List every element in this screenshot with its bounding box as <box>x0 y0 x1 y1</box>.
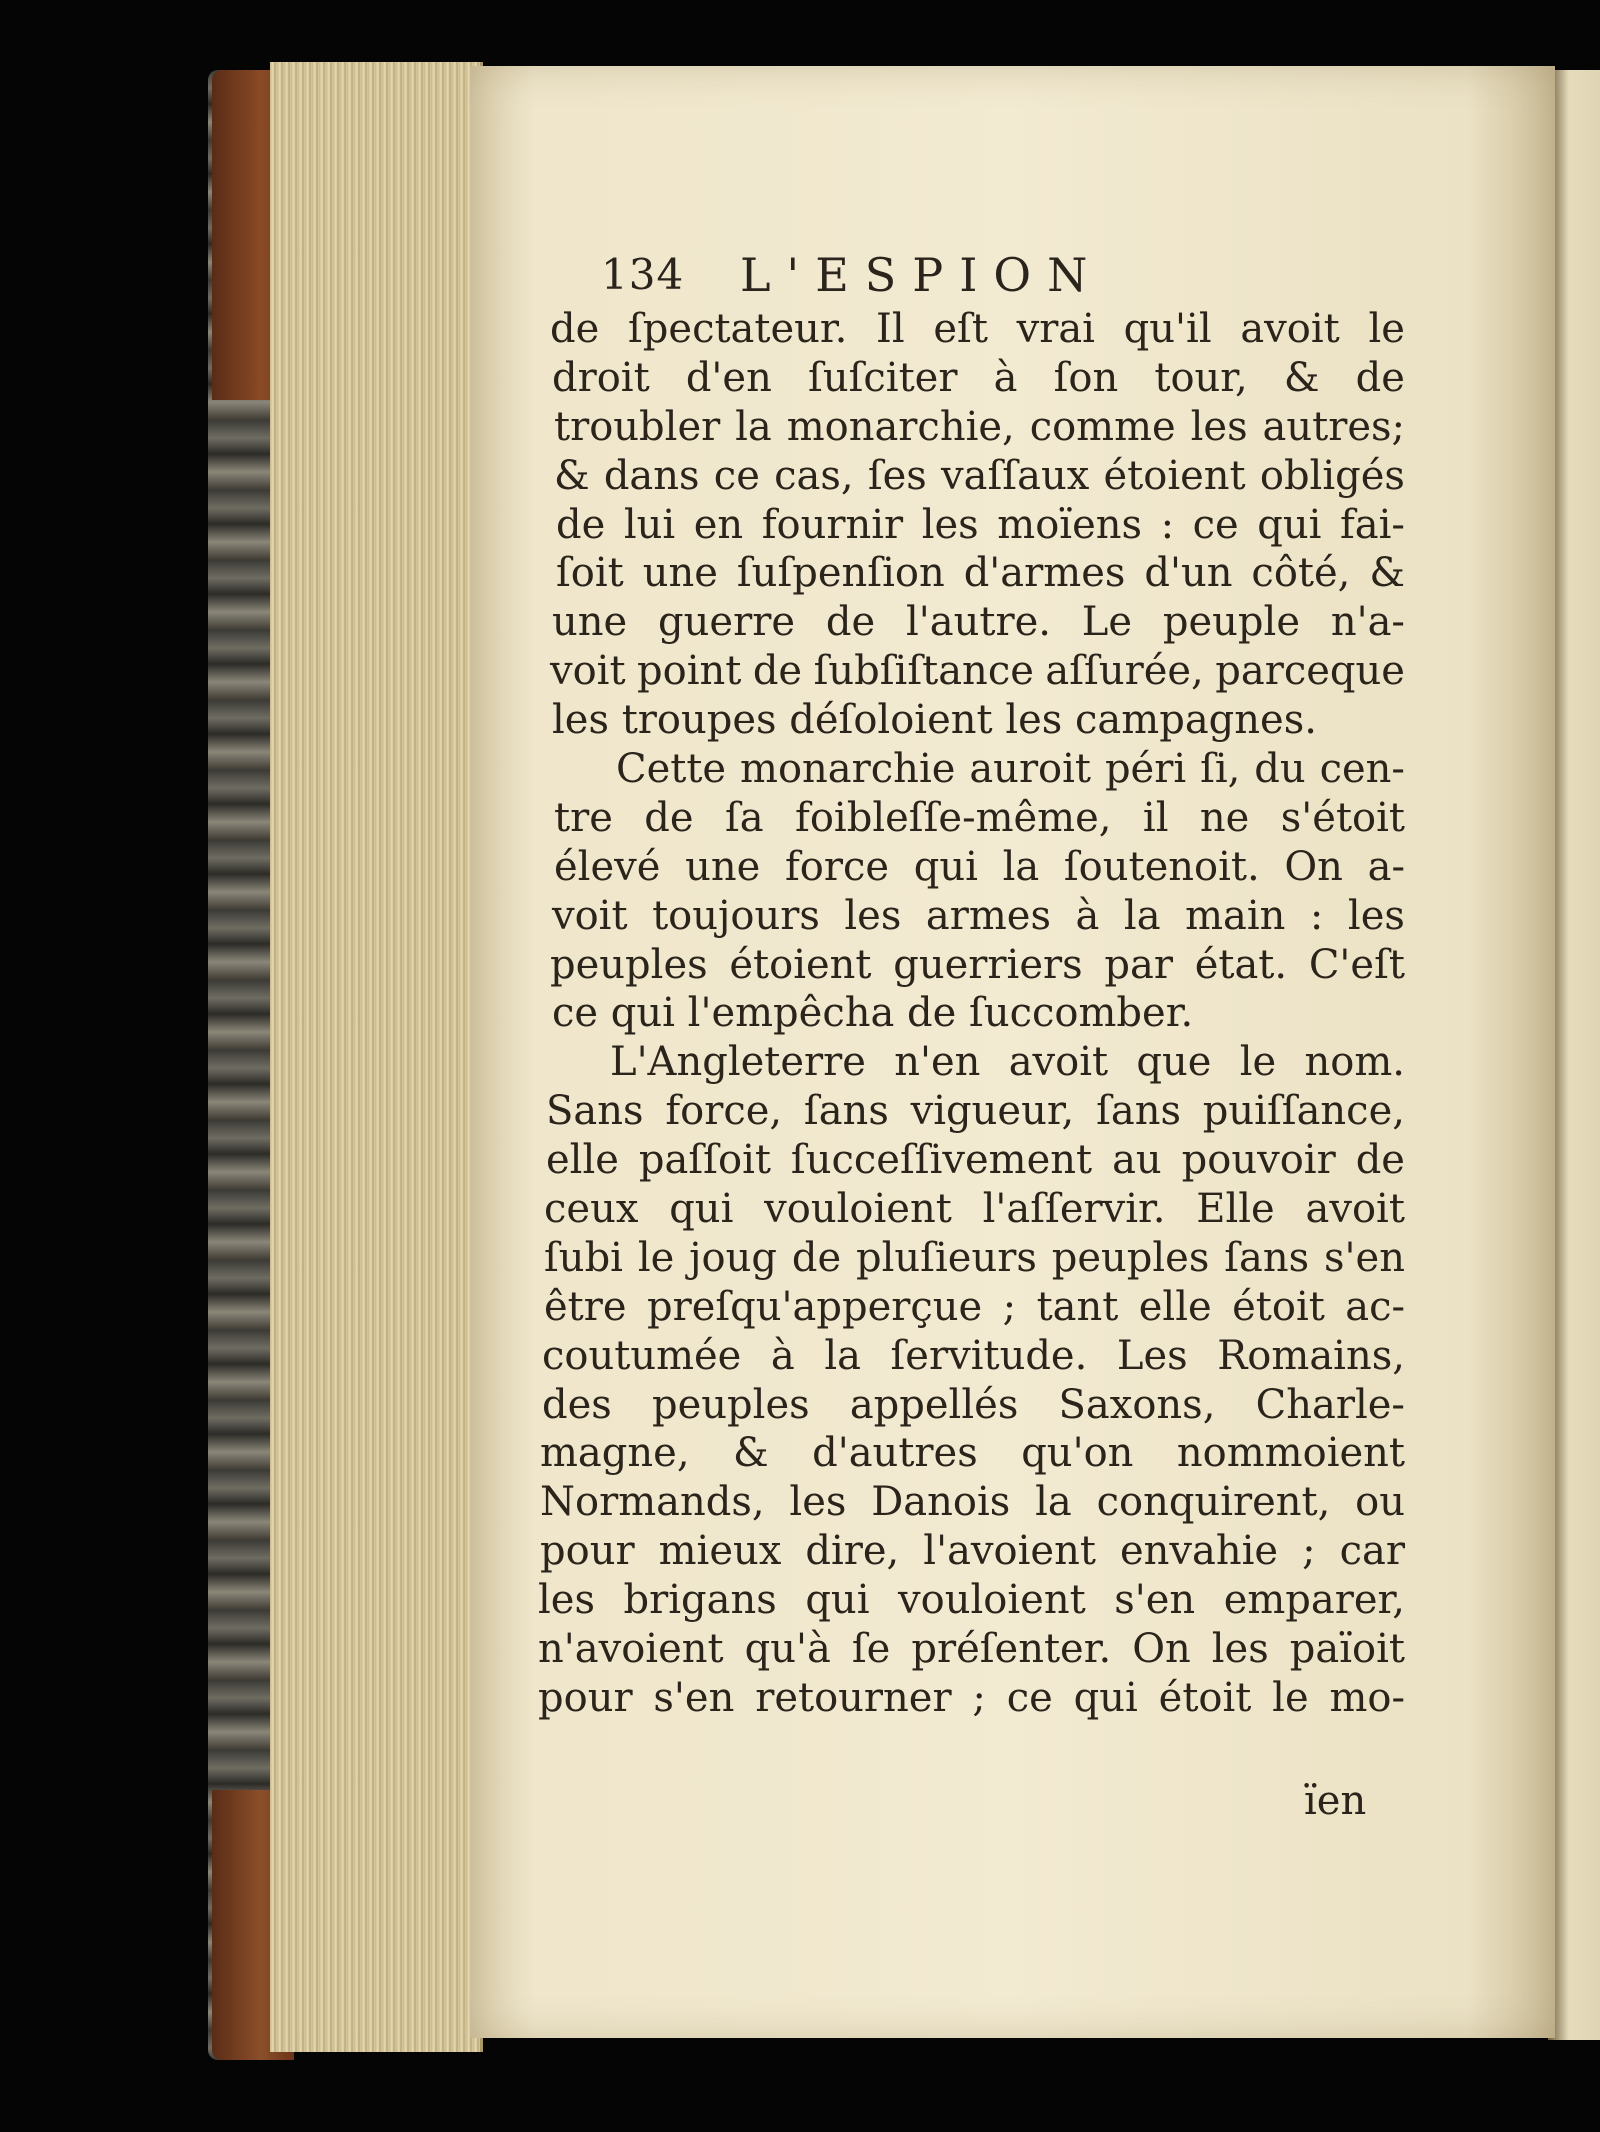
text-line: L'Angleterre n'en avoit que le nom. <box>610 1039 1405 1086</box>
text-line: Sans force, ſans vigueur, ſans puiſſance, <box>546 1088 1405 1135</box>
catchword: ïen <box>1304 1778 1367 1824</box>
text-line: & dans ce cas, ſes vaſſaux étoient obligés <box>554 452 1405 499</box>
text-line: les troupes déſoloient les campagnes. <box>552 697 1317 744</box>
text-line: les brigans qui vouloient s'en emparer, <box>538 1577 1405 1624</box>
running-title: L'ESPION <box>740 248 1104 302</box>
text-line: elle paſſoit ſucceſſivement au pouvoir de <box>546 1137 1405 1184</box>
page-number: 134 <box>601 250 685 299</box>
text-line: coutumée à la ſervitude. Les Romains, <box>542 1332 1405 1379</box>
text-line: de lui en fournir les moïens : ce qui fai- <box>556 501 1405 548</box>
text-line: n'avoient qu'à ſe préſenter. On les païoit <box>538 1626 1405 1673</box>
text-line: pour mieux dire, l'avoient envahie ; car <box>540 1528 1405 1575</box>
page-edges <box>270 62 483 2052</box>
body-text <box>538 305 1405 1723</box>
text-line: élevé une force qui la ſoutenoit. On a- <box>554 843 1405 890</box>
text-line: voit toujours les armes à la main : les <box>552 892 1405 939</box>
text-line: être preſqu'apperçue ; tant elle étoit ac- <box>544 1283 1405 1330</box>
text-line: magne, & d'autres qu'on nommoient <box>540 1430 1405 1477</box>
text-line: peuples étoient guerriers par état. C'eſt <box>550 941 1405 988</box>
text-line: des peuples appellés Saxons, Charle- <box>542 1381 1405 1428</box>
text-line: Cette monarchie auroit péri ſi, du cen- <box>616 746 1405 793</box>
text-line: ſubi le joug de pluſieurs peuples ſans s'en <box>544 1234 1405 1281</box>
text-line: Normands, les Danois la conquirent, ou <box>540 1479 1405 1526</box>
facing-page-edge <box>1548 70 1600 2040</box>
text-line: droit d'en ſuſciter à ſon tour, & de <box>552 354 1405 401</box>
text-line: voit point de ſubſiſtance aſſurée, parceque <box>550 648 1405 695</box>
text-line: ceux qui vouloient l'aſſervir. Elle avoit <box>544 1186 1405 1233</box>
text-line: ſoit une ſuſpenſion d'armes d'un côté, & <box>556 550 1405 597</box>
text-line: pour s'en retourner ; ce qui étoit le mo- <box>538 1674 1405 1721</box>
text-line: tre de ſa foibleſſe-même, il ne s'étoit <box>554 794 1405 841</box>
text-line: ce qui l'empêcha de ſuccomber. <box>552 990 1194 1037</box>
text-line: de ſpectateur. Il eſt vrai qu'il avoit le <box>550 306 1405 352</box>
text-line: une guerre de l'autre. Le peuple n'a- <box>552 599 1405 646</box>
text-line: troubler la monarchie, comme les autres; <box>554 403 1405 450</box>
